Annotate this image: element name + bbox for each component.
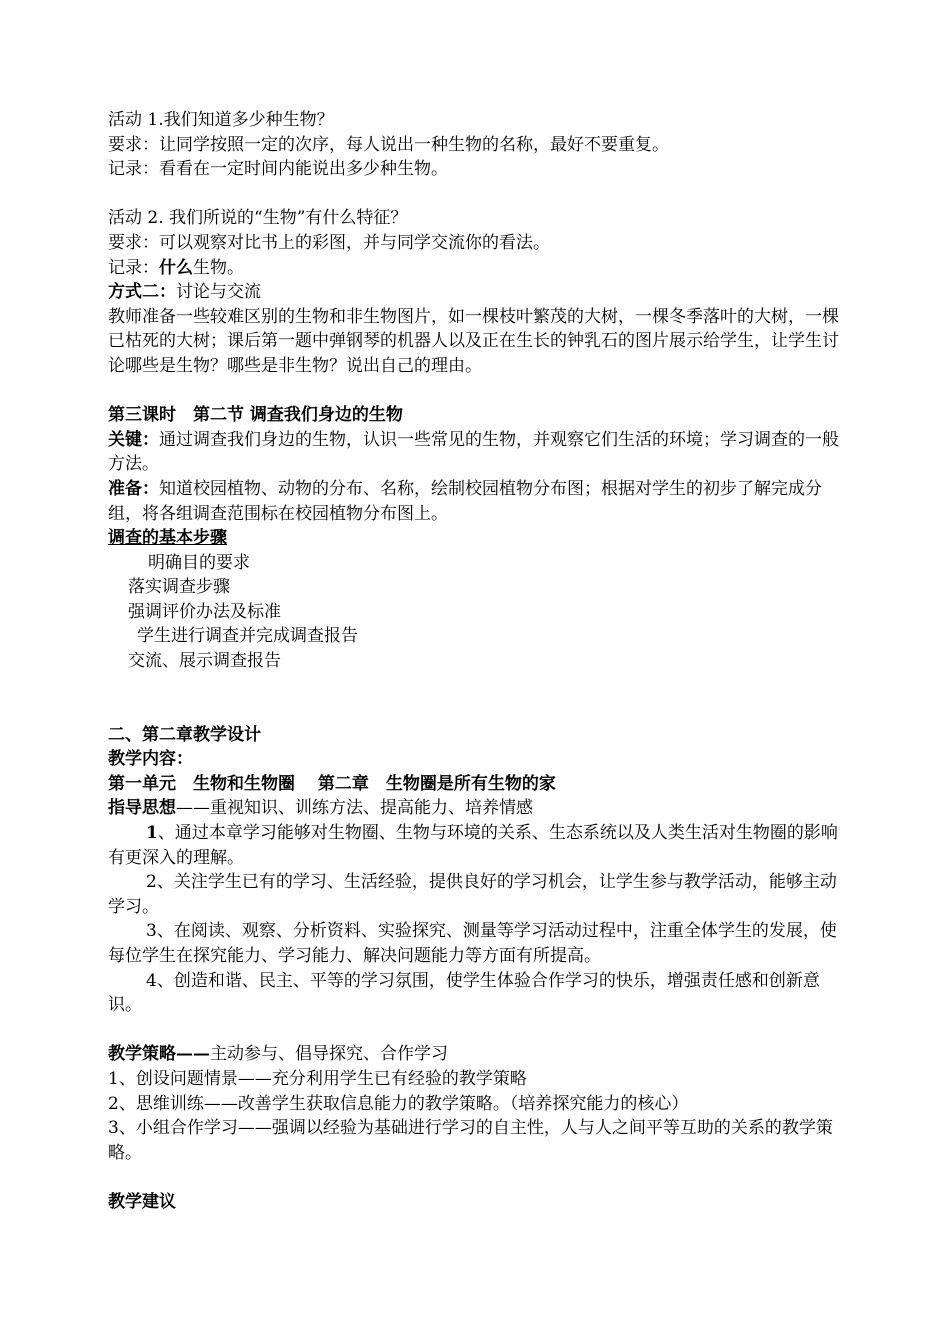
activity-1-record: 记录：看看在一定时间内能说出多少种生物。	[108, 159, 448, 180]
step-item: 交流、展示调查报告	[128, 651, 281, 672]
guide-text: ——重视知识、训练方法、提高能力、培养情感	[176, 798, 533, 819]
step-item: 明确目的要求	[148, 552, 250, 573]
guide-point-3: 3、在阅读、观察、分析资料、实验探究、测量等学习活动过程中，注重全体学生的发展，使每位学生在探究能力、学习能力、解决问题能力等方面有所提高。	[108, 921, 837, 966]
step-item: 落实调查步骤	[128, 577, 230, 598]
guide-line	[108, 796, 848, 821]
guide-point-4: 4、创造和谐、民主、平等的学习氛围，使学生体验合作学习的快乐，增强责任感和创新意识。	[108, 970, 820, 1016]
key-paragraph	[108, 428, 848, 477]
prep-text: 知道校园植物、动物的分布、名称，绘制校园植物分布图；根据对学生的初步了解完成分组，将各组调查范围标在校园植物分布图上。	[108, 478, 822, 524]
guide-point-1	[108, 821, 848, 870]
unit-line: 第一单元 生物和生物圈 第二章 生物圈是所有生物的家	[108, 773, 556, 794]
method-2-line	[108, 280, 848, 305]
method-2-paragraph: 教师准备一些较难区别的生物和非生物图片，如一棵枝叶繁茂的大树，一棵冬季落叶的大树，一棵已枯死的大树；课后第一题中弹钢琴的机器人以及正在生长的钟乳石的图片展示给学生，让学生讨论哪些是生物？哪些是非生物？说出自己的理由。	[108, 306, 839, 376]
point-1-text: 、通过本章学习能够对生物圈、生物与环境的关系、生态系统以及人类生活对生物圈的影响有更深入的理解。	[108, 823, 838, 868]
activity-2-requirement: 要求：可以观察对比书上的彩图，并与同学交流你的看法。	[108, 232, 550, 253]
activity-2-title: 活动 2. 我们所说的“生物”有什么特征？	[108, 208, 408, 229]
step-item: 强调评价办法及标准	[128, 601, 281, 622]
spacer	[108, 379, 848, 404]
strategy-line	[108, 1042, 848, 1067]
spacer	[108, 182, 848, 207]
prep-label: 准备：	[108, 478, 159, 499]
strategy-item-1: 1、创设问题情景——充分利用学生已有经验的教学策略	[108, 1068, 527, 1089]
point-1-number: 1	[146, 823, 158, 844]
strategy-item-2: 2、思维训练——改善学生获取信息能力的教学策略。（培养探究能力的核心）	[108, 1093, 689, 1114]
record-bold: 什么	[159, 257, 193, 278]
strategy-label: 教学策略——	[108, 1044, 210, 1065]
content-label: 教学内容：	[108, 749, 193, 770]
teaching-advice-heading: 教学建议	[108, 1191, 176, 1212]
guide-label: 指导思想	[108, 798, 176, 819]
document-page	[108, 108, 848, 1215]
method-2-text: 讨论与交流	[176, 282, 261, 303]
chapter-2-heading: 二、第二章教学设计	[108, 724, 261, 745]
record-rest: 生物。	[193, 257, 244, 278]
strategy-item-3: 3、小组合作学习——强调以经验为基础进行学习的自主性，人与人之间平等互助的关系的教学策略。	[108, 1118, 833, 1163]
lesson-3-heading: 第三课时 第二节 调查我们身边的生物	[108, 405, 403, 426]
record-label: 记录：	[108, 257, 159, 278]
activity-1-title: 活动 1.我们知道多少种生物？	[108, 110, 334, 130]
prep-paragraph	[108, 477, 848, 526]
activity-2-record	[108, 256, 848, 281]
key-label: 关键：	[108, 429, 159, 450]
spacer	[108, 1165, 848, 1190]
spacer	[108, 674, 848, 723]
strategy-text: 主动参与、倡导探究、合作学习	[210, 1044, 448, 1065]
guide-point-2: 2、关注学生已有的学习、生活经验，提供良好的学习机会，让学生参与教学活动，能够主动学习。	[108, 872, 837, 917]
method-2-label: 方式二：	[108, 282, 176, 303]
steps-title: 调查的基本步骤	[108, 528, 227, 549]
spacer	[108, 1018, 848, 1043]
activity-1-requirement: 要求：让同学按照一定的次序，每人说出一种生物的名称，最好不要重复。	[108, 134, 669, 155]
key-text: 通过调查我们身边的生物，认识一些常见的生物，并观察它们生活的环境；学习调查的一般方法。	[108, 429, 839, 475]
step-item: 学生进行调查并完成调查报告	[137, 626, 358, 647]
